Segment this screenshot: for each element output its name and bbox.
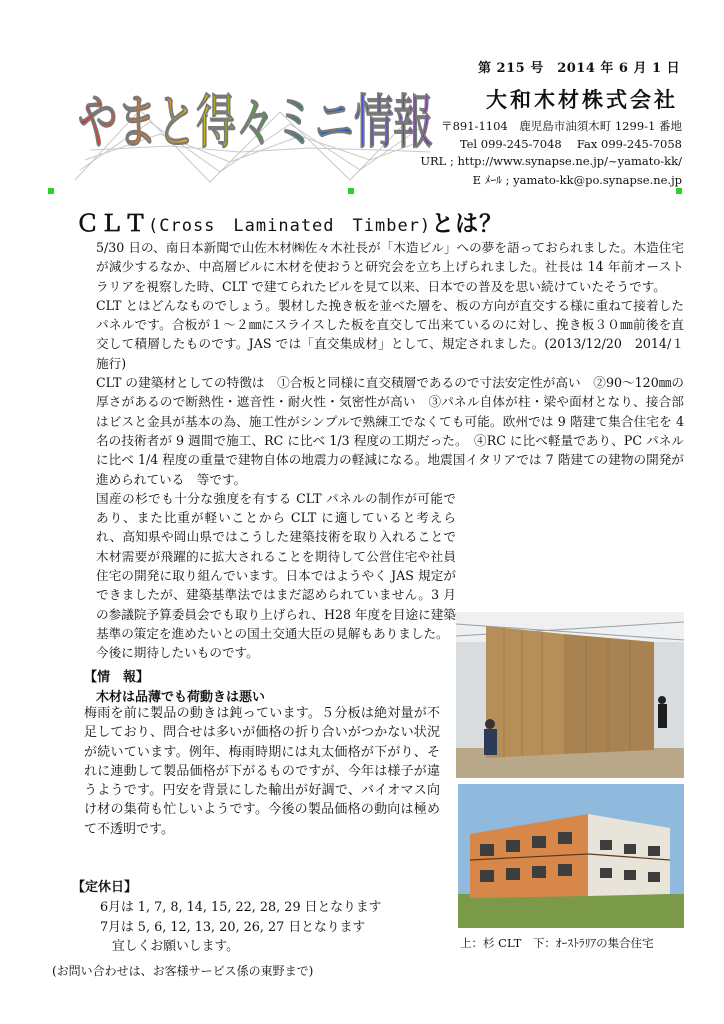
company-address: 〒891-1104 鹿児島市油須木町 1299-1 番地 — [441, 119, 682, 133]
contact-footnote: (お問い合わせは、お客様サービス係の東野まで) — [52, 964, 314, 978]
article-paragraph: 国産の杉でも十分な強度を有する CLT パネルの制作が可能であり、また比重が軽いことから CLT に適していると考えられ、高知県や岡山県ではこうした建築技術を取り入れることで木材需要が飛躍的に拡大されることを期待して公営住宅や社員住宅の開発に取り組んでいます。日本ではようやく JAS 規定ができましたが、建築基準法ではまだ認められていません。3 月の参議院予算委員会でも取り上げられ、H28 年度を目途に建築基準の策定を進めたいとの国土交通大臣の見解もありました。 — [96, 490, 456, 641]
apartment-building-photo — [458, 784, 684, 928]
info-heading: 【情 報】 — [84, 670, 150, 685]
newsletter-logo — [70, 50, 440, 190]
holiday-heading: 【定休日】 — [72, 880, 138, 895]
company-phone-fax: Tel 099-245-7048 Fax 099-245-7058 — [459, 137, 682, 151]
article-body — [96, 238, 684, 663]
holiday-july: 7月は 5, 6, 12, 13, 20, 26, 27 日となります — [100, 920, 366, 935]
info-subheading: 木材は品薄でも荷動きは悪い — [96, 690, 266, 705]
holiday-closing: 宜しくお願いします。 — [112, 939, 239, 954]
issue-date: 第 215 号 2014 年 6 月 1 日 — [478, 61, 681, 76]
article-paragraph: 5/30 日の、南日本新聞で山佐木材㈱佐々木社長が「木造ビル」への夢を語っておられました。木造住宅が減少するなか、中高層ビルに木材を使おうと研究会を立ち上げられました。社長は 14 年前オーストラリアを視察した時、CLT で建てられたビルを見て以来、日本での普及を思い続けていたそうです。 — [96, 240, 684, 294]
article-paragraph: CLT とはどんなものでしょう。製材した挽き板を並べた層を、板の方向が直交する様に重ねて接着したパネルです。合板が１～２㎜にスライスした板を直交して出来ているのに対し、挽き板３０㎜前後を直交して積層したものです。JAS では「直交集成材」として、規定されました。(2013/12/20 2014/１施行) — [96, 297, 684, 371]
article-title — [76, 205, 503, 238]
holiday-june: 6月は 1, 7, 8, 14, 15, 22, 28, 29 日となります — [100, 900, 382, 915]
corner-marker — [676, 188, 682, 194]
photo-caption: 上：杉 CLT 下：ｵｰｽﾄﾗﾘｱの集合住宅 — [460, 936, 654, 950]
company-url[interactable]: URL ; http://www.synapse.ne.jp/~yamato-kk/ — [420, 154, 682, 168]
title-suffix: とは？ — [431, 210, 504, 237]
title-prefix: ＣＬＴ — [76, 210, 148, 237]
article-paragraph: CLT の建築材としての特徴は ①合板と同様に直交積層であるので寸法安定性が高い ②90～120㎜の厚さがあるので断熱性・遮音性・耐火性・気密性が高い ③パネル自体が柱・梁や面材となり、接合部はビスと金具が基本の為、施工性がシンプルで熟練工でなくても可能。欧州では 9 階建て集合住宅を 4 名の技術者が 9 週間で施工、RC に比べ 1/3 程度の工期だった。 ④RC に比べ軽量であり、PC パネルに比べ 1/4 程度の重量で建物自体の地震力の軽減になる。地震国イタリアでは 7 階建ての建物の開発が進められている 等です。 — [96, 375, 684, 487]
info-text: 梅雨を前に製品の動きは鈍っています。５分板は絶対量が不足しており、問合せは多いが価格の折り合いがつかない状況が続いています。例年、梅雨時期には丸太価格が下がり、それに連動して製品価格が下がるものですが、今年は様子が違うようです。円安を背景にした輸出が好調で、バイオマス向け材の集荷も忙しいようです。今後の製品価格の動向は極めて不透明です。 — [84, 706, 440, 837]
corner-marker — [348, 188, 354, 194]
article-paragraph: 今後に期待したいものです。 — [96, 645, 259, 661]
company-email[interactable]: E ﾒｰﾙ ; yamato-kk@po.synapse.ne.jp — [472, 173, 682, 187]
logo-text: やまと得々ミニ情報 — [78, 88, 433, 156]
title-english: (Cross Laminated Timber) — [148, 216, 432, 236]
company-name: 大和木材株式会社 — [486, 87, 678, 112]
clt-panel-photo — [456, 612, 684, 778]
corner-marker — [48, 188, 54, 194]
